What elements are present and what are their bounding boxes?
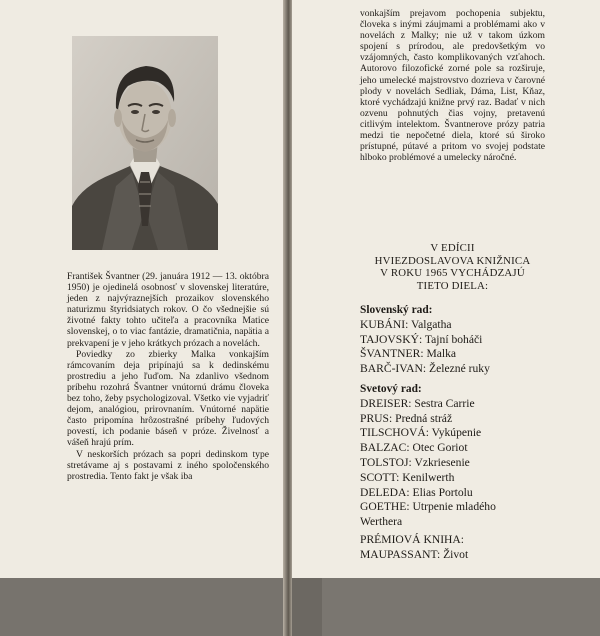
author-biography bbox=[67, 271, 269, 482]
title-entry: SCOTT: Kenilwerth bbox=[360, 470, 455, 484]
left-page bbox=[0, 0, 283, 636]
bio-paragraph: V neskorších prózach sa popri dedinskom type stretávame aj s postavami z iného spoločenského prostredia. Tento fakt je však iba bbox=[67, 448, 269, 482]
title-entry: DREISER: Sestra Carrie bbox=[360, 396, 475, 410]
title-entry: ŠVANTNER: Malka bbox=[360, 347, 457, 361]
edition-line: HVIEZDOSLAVOVA KNIŽNICA bbox=[374, 254, 531, 267]
title-entry: TAJOVSKÝ: Tajní boháči bbox=[360, 332, 483, 346]
edition-line: TIETO DIELA: bbox=[416, 279, 489, 292]
edition-line: V EDÍCII bbox=[430, 242, 475, 254]
bio-paragraph: Poviedky zo zbierky Malka vonkajším rámcovaním deja pripínajú sa k dedinskému prostrediu a jeho ľuďom. Na zdanlivo všednom príbehu rozohrá Švantner vnútornú drámu človeka bez toho, žeby psychologizoval. Všetko vie vyjadriť dejom, analógiou, prirovnaním. Vnútorné napätie často pripomína hrôzostrašné príbehy ľudových povestí, ich podanie báseň v próze. Živelnosť a vášeň hrajú prím. bbox=[67, 348, 269, 449]
bio-paragraph: František Švantner (29. januára 1912 — 13. októbra 1950) je ojedinelá osobnosť v slovenskej literatúre, jeden z najvýraznejších prozaikov slovenského naturizmu štyridsiatych rokov. O čo všednejšie sú životné fakty tohto učiteľa a pracovníka Matice slovenskej, o to viac fantázie, dramatičnia, napätia a prekvapení je v jeho krátkych prózach a novelách. bbox=[67, 271, 269, 349]
title-entry: BALZAC: Otec Goriot bbox=[360, 441, 468, 455]
title-entry: PRUS: Predná stráž bbox=[360, 411, 453, 425]
premium-book-heading: PRÉMIOVÁ KNIHA: bbox=[360, 532, 465, 546]
title-entry: TILSCHOVÁ: Vykúpenie bbox=[360, 426, 482, 440]
world-series-heading: Svetový rad: bbox=[360, 382, 422, 395]
edition-line: V ROKU 1965 VYCHÁDZAJÚ bbox=[380, 267, 525, 280]
cover-bottom-band bbox=[0, 578, 283, 636]
title-entry: DELEDA: Elias Portolu bbox=[360, 485, 473, 499]
title-entry: BARČ-IVAN: Železné ruky bbox=[360, 362, 490, 376]
cover-bottom-band bbox=[292, 578, 600, 636]
title-entry: KUBÁNI: Valgatha bbox=[360, 317, 452, 331]
right-page bbox=[292, 0, 600, 636]
title-entry-continuation: Werthera bbox=[360, 515, 403, 529]
book-spine-fold bbox=[283, 0, 292, 636]
author-portrait-illustration bbox=[72, 36, 218, 250]
title-entry: TOLSTOJ: Vzkriesenie bbox=[360, 455, 470, 469]
biography-continuation bbox=[360, 8, 545, 163]
title-entry: GOETHE: Utrpenie mladého bbox=[360, 500, 496, 514]
slovak-series-heading: Slovenský rad: bbox=[360, 304, 433, 316]
author-portrait-photo bbox=[72, 36, 218, 250]
edition-heading bbox=[360, 242, 545, 292]
published-titles-list bbox=[360, 303, 560, 563]
premium-book-entry: MAUPASSANT: Život bbox=[360, 547, 469, 561]
continuation-paragraph: vonkajším prejavom pochopenia subjektu, človeka s inými záujmami a problémami ako v novelách z Malky; nie už v takom úzkom spojení s prírodou, ale predovšetkým vo vzájomných, často komplikovaných vzťahoch. Autorovo filozofické zorné pole sa rozširuje, jeho umelecké majstrovstvo dozrieva v čarovné plody v novelách Sedliak, Dáma, List, Kňaz, ktoré vychádzajú knižne prvý raz. Badať v nich ozvenu pohnutých čias vojny, pretavenú citlivým intelektom. Švantnerove prózy patria medzi tie nepočetné diela, ktoré sú široko prístupné, pútavé a pritom vo svojej podstate hlboko problémové a umelecky náročné. bbox=[360, 8, 545, 164]
